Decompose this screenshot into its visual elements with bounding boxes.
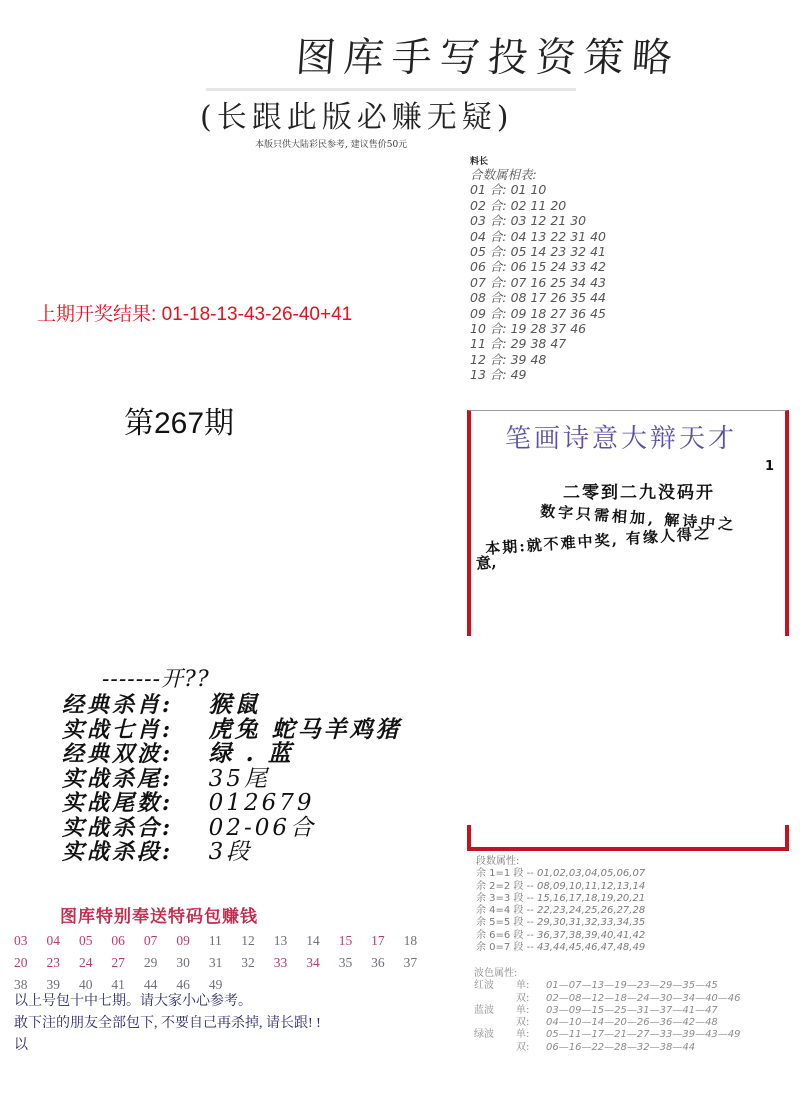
page-subtitle: (长跟此版必赚无疑) [200,100,514,135]
segment-numbers: 08,09,10,11,12,13,14 [537,880,646,892]
gift-number: 04 [46,933,60,948]
gift-number: 23 [46,955,60,970]
segment-row: 余 0=7 段 -- 43,44,45,46,47,48,49 [476,942,646,954]
prediction-value: 012679 [208,790,315,816]
warning-line: 以 [14,1038,28,1053]
wave-row [474,980,741,992]
gift-number: 11 [208,933,222,948]
wave-row [474,1029,741,1041]
he-table-row: 08 合: 08 17 26 35 44 [470,290,606,306]
last-draw-result [37,299,352,326]
gift-number: 18 [403,933,418,948]
prediction-row [62,791,402,816]
he-table-row: 03 合: 03 12 21 30 [470,213,587,229]
warning-line: 以上号包十中七期。请大家小心参考。 [14,994,252,1009]
gift-number: 32 [241,955,255,970]
wave-type: 双: [516,1041,530,1053]
prediction-label: 实战尾数: [62,790,174,816]
segment-numbers: 22,23,24,25,26,27,28 [537,905,646,917]
gift-number: 37 [403,955,418,970]
gift-number: 44 [143,977,158,992]
gift-number: 36 [371,955,385,970]
gift-number: 49 [208,977,223,992]
gift-number: 41 [111,977,125,992]
poem-stamp: 1 [765,459,775,474]
wave-name: 蓝波 [474,1004,494,1016]
poem-line: 意, [475,552,498,574]
gift-number: 07 [143,933,158,948]
wave-row [474,1017,741,1029]
segment-label: 余 2=2 段 [476,880,524,892]
gift-number: 09 [176,933,190,948]
prediction-row [62,840,402,865]
segment-heading: 段数属性: [476,856,520,867]
gift-number: 38 [14,977,28,992]
he-table-heading: 合数属相表: [470,167,537,182]
he-number-table [470,157,606,383]
he-table-row: 12 合: 39 48 [470,351,547,367]
segment-label: 余 4=4 段 [476,905,524,917]
wave-numbers: 01—07—13—19—23—29—35—45 [546,980,718,992]
prediction-row [62,767,402,792]
segment-row: 余 3=3 段 -- 15,16,17,18,19,20,21 [476,892,646,904]
segment-numbers: 29,30,31,32,33,34,35 [537,917,646,929]
prediction-label: 实战杀合: [62,814,174,841]
he-table-row: 11 合: 29 38 47 [470,336,567,352]
segment-table [476,856,645,954]
price-note: 本版只供大陆彩民参考, 建议售价50元 [255,140,408,150]
wave-name: 红波 [474,980,494,992]
prediction-label: 实战杀尾: [62,765,174,792]
bracket-frame-bottom [467,825,789,851]
he-table-row: 04 合: 04 13 22 31 40 [470,228,606,244]
segment-numbers: 36,37,38,39,40,41,42 [537,929,646,941]
gift-number: 33 [273,955,288,970]
wave-numbers: 02—08—12—18—24—30—34—40—46 [546,992,741,1004]
he-table-row: 05 合: 05 14 23 32 41 [470,244,606,260]
gift-number: 20 [14,955,28,970]
he-table-row: 02 合: 02 11 20 [470,197,567,213]
prediction-label: 经典双波: [62,741,174,767]
prediction-value: 绿 . 蓝 [208,740,294,767]
gift-number: 13 [273,933,288,948]
prediction-row [62,693,402,718]
wave-name: 绿波 [474,1029,494,1041]
gift-title: 图库特别奉送特码包赚钱 [60,907,258,927]
prediction-row [62,816,402,841]
he-table-row: 13 合: 49 [470,367,527,383]
wave-type: 双: [516,1017,530,1029]
prediction-row [62,715,402,743]
warning-line: 敢下注的朋友全部包下, 不要自己再杀掉, 请长跟! ! [14,1016,321,1031]
wave-type: 双: [516,992,530,1004]
gift-number: 39 [46,977,60,992]
last-result-value: 01-18-13-43-26-40+41 [161,304,353,325]
wave-type: 单: [516,980,530,992]
gift-number: 15 [338,933,353,948]
prediction-block [62,662,402,865]
segment-label: 余 6=6 段 [476,929,524,941]
wave-row [474,1005,741,1017]
gift-number: 14 [306,933,320,948]
prediction-value: 3段 [208,839,253,865]
segment-row: 余 6=6 段 -- 36,37,38,39,40,41,42 [476,929,646,941]
gift-number: 06 [111,933,125,948]
prediction-header: -------开?? [102,667,210,692]
gift-number-list [14,930,444,996]
gift-number: 03 [14,933,28,948]
gift-number: 05 [78,933,93,948]
last-result-label: 上期开奖结果: [37,304,157,325]
prediction-row [62,742,402,767]
segment-row: 余 5=5 段 -- 29,30,31,32,33,34,35 [476,917,646,929]
segment-row: 余 1=1 段 -- 01,02,03,04,05,06,07 [476,868,646,880]
poem-line: 二零到二九没码开 [563,483,715,503]
gift-number: 34 [306,955,320,970]
segment-label: 余 1=1 段 [476,868,524,880]
segment-numbers: 15,16,17,18,19,20,21 [537,892,646,904]
wave-heading: 波色属性: [474,968,518,979]
gift-number: 29 [143,955,158,970]
segment-row: 余 2=2 段 -- 08,09,10,11,12,13,14 [476,880,646,892]
gift-number: 12 [241,933,255,948]
segment-label: 余 3=3 段 [476,892,524,904]
decorative-divider [206,88,576,91]
issue-number: 第267期 [124,407,235,440]
poem-line: 本期:就不难中奖, 有缘人得之 [484,524,712,558]
segment-numbers: 01,02,03,04,05,06,07 [537,868,646,880]
gift-number: 24 [78,955,93,970]
prediction-label: 实战七肖: [62,716,174,743]
he-table-row: 07 合: 07 16 25 34 43 [470,274,606,290]
prediction-value: 35尾 [208,765,270,792]
poem-title: 笔画诗意大辩天才 [505,424,738,454]
prediction-label: 经典杀肖: [62,692,174,718]
gift-number: 30 [176,955,190,970]
segment-label: 余 5=5 段 [476,917,524,929]
wave-row [474,1042,741,1054]
he-table-row: 01 合: 01 10 [470,182,547,198]
poem-line: 数字只需相加, 解诗中之 [539,502,737,534]
gift-number: 17 [371,933,385,948]
gift-number: 40 [78,977,93,992]
segment-label: 余 0=7 段 [476,942,524,954]
he-table-row: 06 合: 06 15 24 33 42 [470,259,606,275]
wave-row [474,993,741,1005]
prediction-value: 猴鼠 [208,691,261,718]
he-table-row: 09 合: 09 18 27 36 45 [470,305,606,321]
wave-numbers: 05—11—17—21—27—33—39—43—49 [546,1029,741,1041]
segment-row: 余 4=4 段 -- 22,23,24,25,26,27,28 [476,905,646,917]
warning-text [14,991,321,1057]
prediction-label: 实战杀段: [62,839,174,865]
wave-type: 单: [516,1004,530,1016]
gift-number: 27 [111,955,125,970]
gift-number: 35 [338,955,353,970]
he-table-row: 10 合: 19 28 37 46 [470,321,587,337]
page-title: 图库手写投资策略 [294,35,682,81]
gift-number: 31 [208,955,223,970]
wave-numbers: 03—09—15—25—31—37—41—47 [546,1004,718,1016]
wave-color-table [474,968,741,1054]
wave-type: 单: [516,1029,530,1041]
prediction-value: 02-06合 [208,814,316,841]
wave-numbers: 04—10—14—20—26—36—42—48 [546,1017,718,1029]
wave-numbers: 06—16—22—28—32—38—44 [546,1041,696,1053]
he-table-tag: 料长 [470,157,489,167]
gift-number: 46 [176,977,190,992]
prediction-value: 虎兔 蛇马羊鸡猪 [208,715,402,743]
segment-numbers: 43,44,45,46,47,48,49 [537,942,646,954]
